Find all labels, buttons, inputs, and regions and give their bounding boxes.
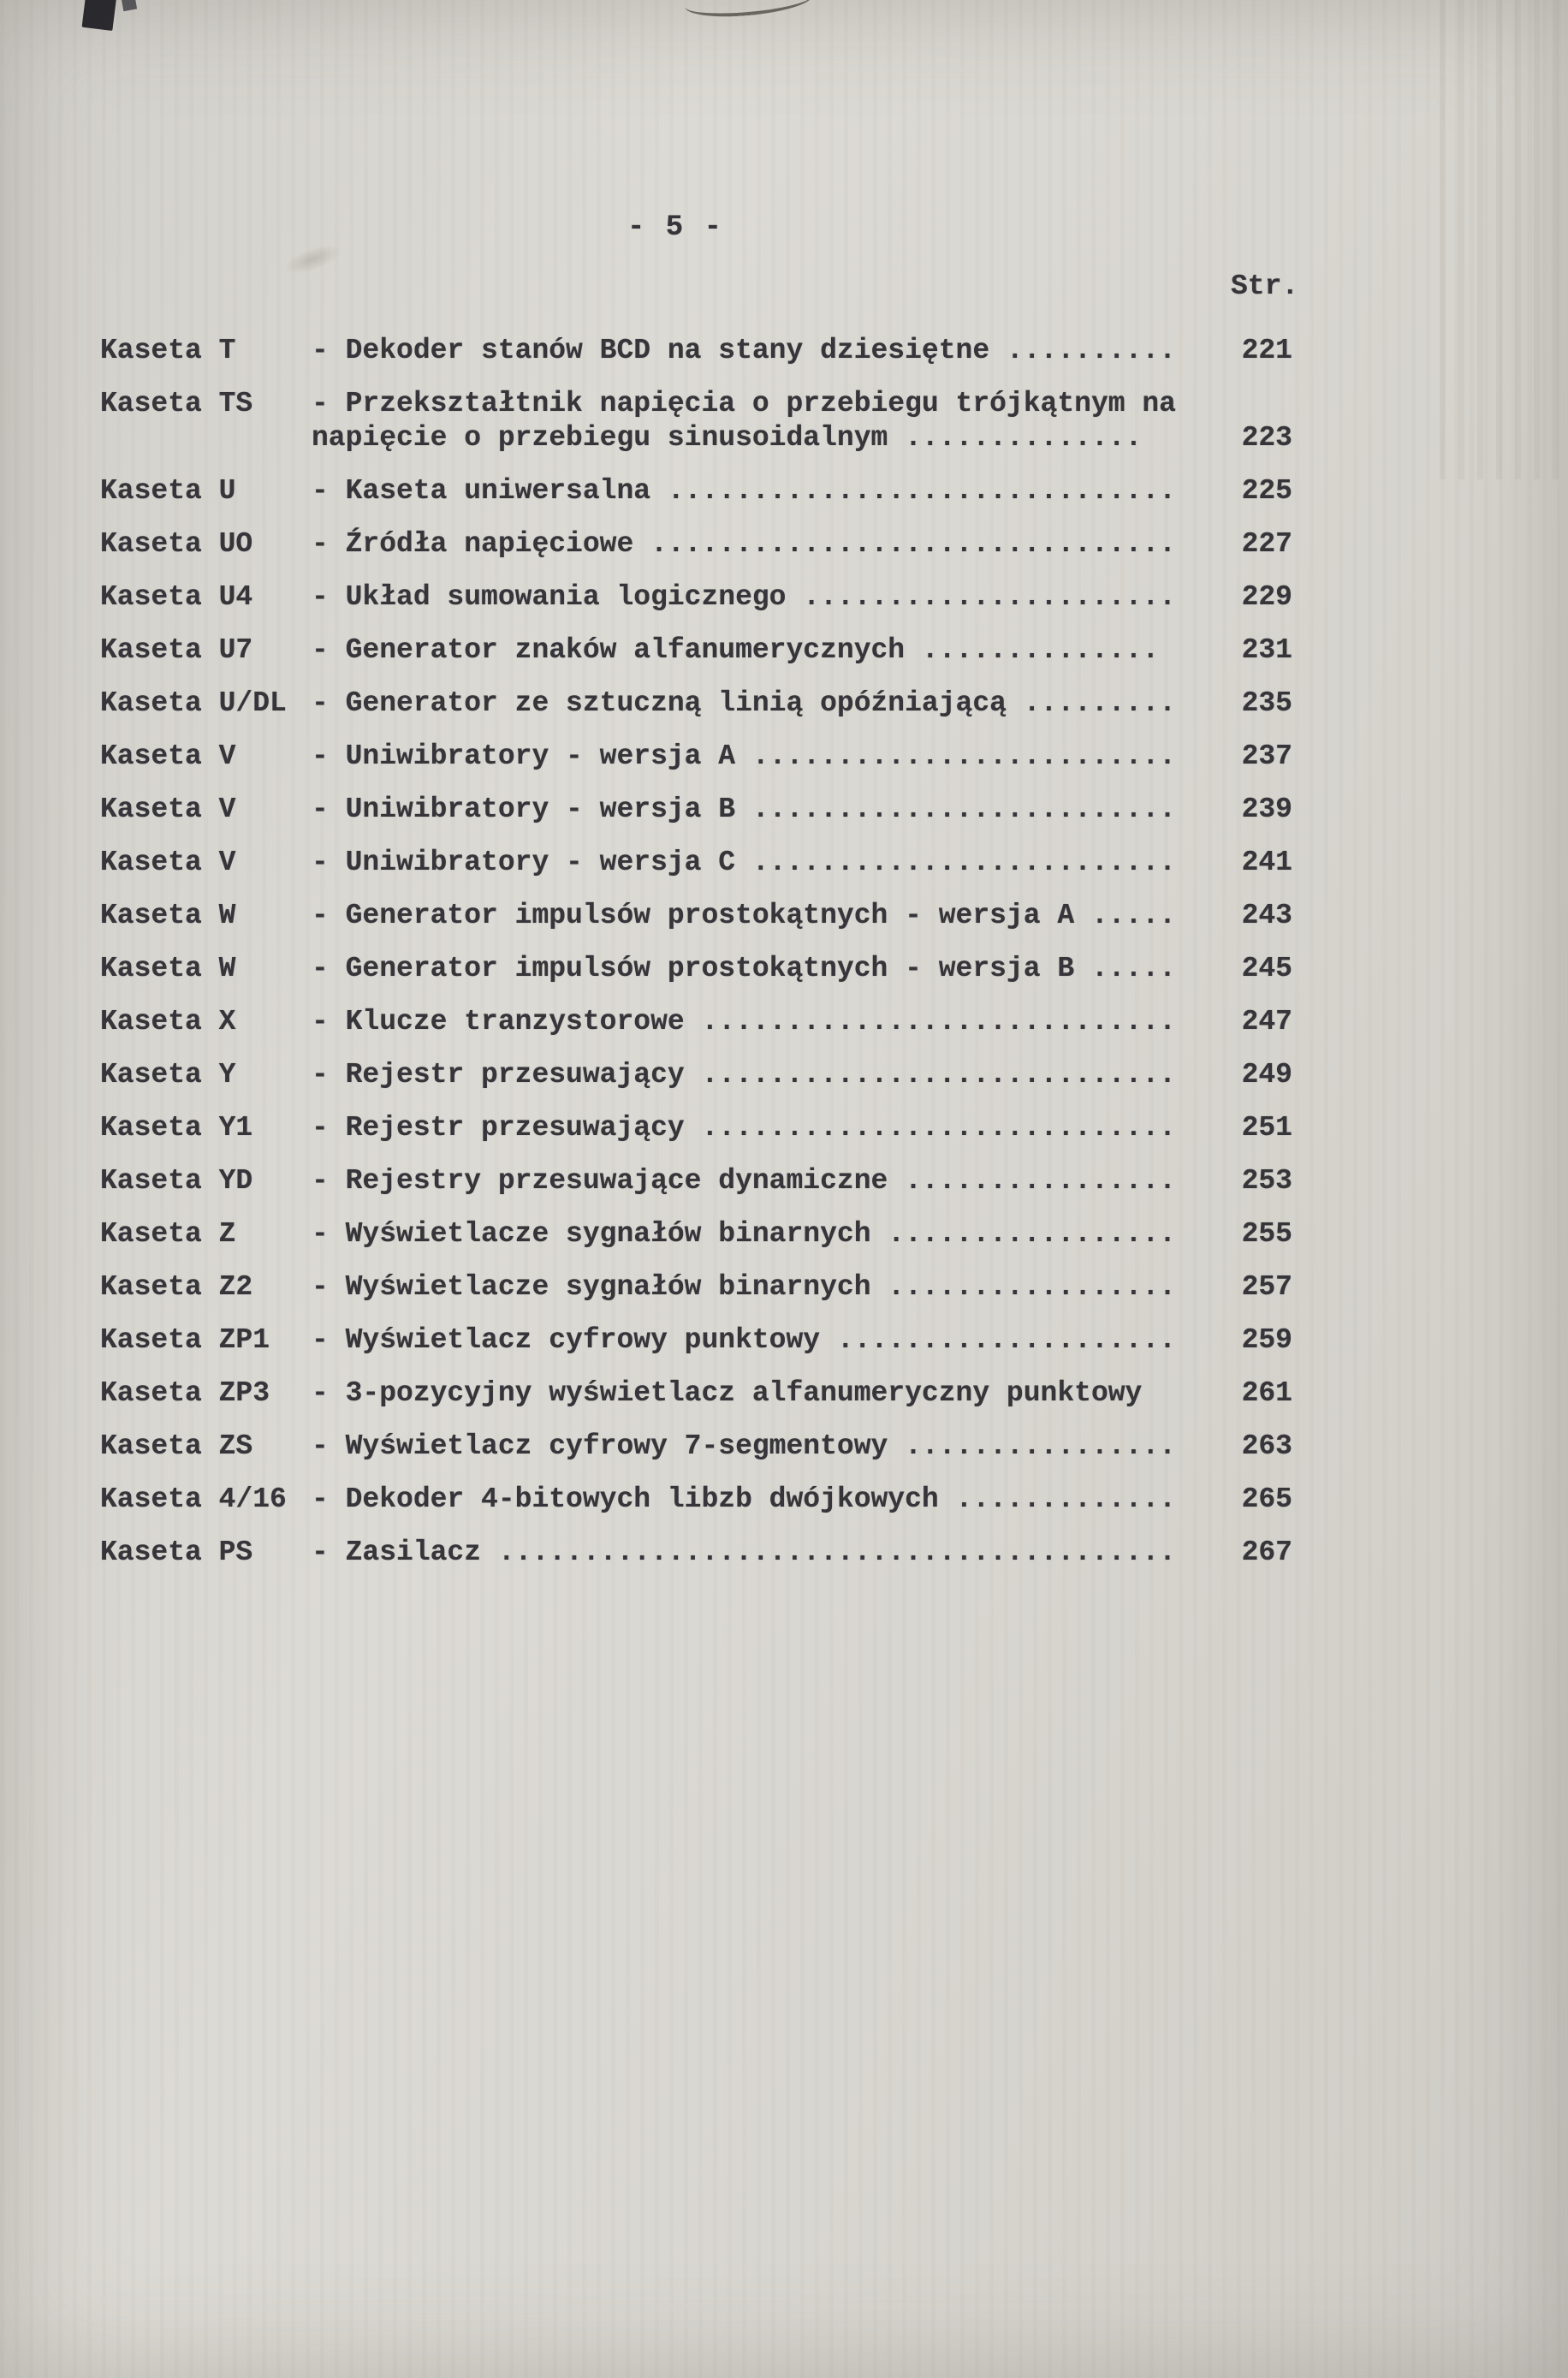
toc-entry-description: - Wyświetlacz cyfrowy 7-segmentowy ................ bbox=[312, 1430, 1176, 1462]
toc-entry-description: - Generator impulsów prostokątnych - wersja A ..... bbox=[312, 900, 1176, 931]
toc-entry-name: Kaseta Z bbox=[100, 1218, 236, 1250]
scan-artifact-corner-mark bbox=[82, 0, 117, 31]
toc-entry-page: 265 bbox=[1241, 1483, 1292, 1515]
toc-entry-description: - Rejestr przesuwający ............................ bbox=[312, 1059, 1176, 1091]
toc-entry-description: - Dekoder stanów BCD na stany dziesiętne .......... bbox=[312, 335, 1176, 366]
toc-entry-page: 237 bbox=[1241, 740, 1292, 772]
toc-row bbox=[100, 687, 1292, 721]
toc-entry-description: - Generator impulsów prostokątnych - wersja B ..... bbox=[312, 953, 1176, 984]
toc-entry-name: Kaseta ZP3 bbox=[100, 1377, 270, 1409]
toc-entry-description: - Wyświetlacze sygnałów binarnych ................. bbox=[312, 1218, 1176, 1250]
toc-entry-page: 261 bbox=[1241, 1377, 1292, 1409]
toc-entry-description: - Źródła napięciowe ............................... bbox=[312, 528, 1176, 560]
toc-entry-name: Kaseta U bbox=[100, 475, 236, 507]
toc-entry-name: Kaseta X bbox=[100, 1006, 236, 1037]
toc-entry-name: Kaseta V bbox=[100, 740, 236, 772]
toc-row bbox=[100, 1217, 1292, 1251]
toc-entry-name: Kaseta U/DL bbox=[100, 687, 287, 719]
toc-row bbox=[100, 527, 1292, 562]
toc-row bbox=[100, 580, 1292, 615]
toc-entry-page: 259 bbox=[1241, 1324, 1292, 1356]
toc-entry-name: Kaseta ZS bbox=[100, 1430, 253, 1462]
toc-entry-page: 263 bbox=[1241, 1430, 1292, 1462]
toc-entry-name: Kaseta V bbox=[100, 794, 236, 825]
toc-row bbox=[100, 846, 1292, 880]
toc-entry-description: - Generator znaków alfanumerycznych .............. bbox=[312, 634, 1160, 666]
toc-entry-description: - Dekoder 4-bitowych libzb dwójkowych ............. bbox=[312, 1483, 1176, 1515]
toc-entry-name: Kaseta Y1 bbox=[100, 1112, 253, 1144]
toc-entry-name: Kaseta W bbox=[100, 900, 236, 931]
toc-row bbox=[100, 1111, 1292, 1145]
toc-entry-name: Kaseta U4 bbox=[100, 581, 253, 613]
toc-row bbox=[100, 952, 1292, 986]
toc-row bbox=[100, 793, 1292, 827]
toc-entry-description: - Kaseta uniwersalna .............................. bbox=[312, 475, 1176, 507]
toc-entry-page: 257 bbox=[1241, 1271, 1292, 1303]
scan-artifact-streaks bbox=[1440, 0, 1568, 479]
toc-row bbox=[100, 1376, 1292, 1411]
toc-entry-page: 241 bbox=[1241, 847, 1292, 878]
toc-entry-page: 235 bbox=[1241, 687, 1292, 719]
toc-entry-description: - Rejestr przesuwający ............................ bbox=[312, 1112, 1176, 1144]
toc-entry-page: 243 bbox=[1241, 900, 1292, 931]
toc-list bbox=[100, 334, 1292, 1589]
page-column-header: Str. bbox=[1231, 270, 1299, 302]
toc-entry-page: 223 bbox=[1241, 422, 1292, 454]
toc-entry-description: - Generator ze sztuczną linią opóźniającą ......... bbox=[312, 687, 1176, 719]
toc-row bbox=[100, 1483, 1292, 1517]
toc-row bbox=[100, 1430, 1292, 1464]
toc-entry-page: 247 bbox=[1241, 1006, 1292, 1037]
toc-entry-description: - 3-pozycyjny wyświetlacz alfanumeryczny punktowy bbox=[312, 1377, 1143, 1409]
toc-entry-description: - Uniwibratory - wersja B ......................... bbox=[312, 794, 1176, 825]
toc-entry-name: Kaseta W bbox=[100, 953, 236, 984]
toc-entry-name: Kaseta V bbox=[100, 847, 236, 878]
toc-entry-description: - Przekształtnik napięcia o przebiegu trójkątnym na napięcie o przebiegu sinusoidalnym .............. bbox=[312, 388, 1176, 454]
scan-artifact-smudge bbox=[281, 239, 345, 280]
toc-entry-description: - Zasilacz ........................................ bbox=[312, 1537, 1176, 1568]
toc-entry-description: - Uniwibratory - wersja C ......................... bbox=[312, 847, 1176, 878]
toc-row bbox=[100, 387, 1292, 455]
toc-entry-page: 251 bbox=[1241, 1112, 1292, 1144]
toc-entry-page: 267 bbox=[1241, 1537, 1292, 1568]
toc-entry-description: - Klucze tranzystorowe ............................ bbox=[312, 1006, 1176, 1037]
toc-entry-page: 255 bbox=[1241, 1218, 1292, 1250]
toc-entry-page: 239 bbox=[1241, 794, 1292, 825]
toc-entry-name: Kaseta U7 bbox=[100, 634, 253, 666]
toc-row bbox=[100, 1058, 1292, 1092]
toc-entry-page: 249 bbox=[1241, 1059, 1292, 1091]
toc-entry-name: Kaseta T bbox=[100, 335, 236, 366]
toc-row bbox=[100, 1164, 1292, 1198]
toc-entry-description: - Wyświetlacze sygnałów binarnych ................. bbox=[312, 1271, 1176, 1303]
toc-entry-page: 231 bbox=[1241, 634, 1292, 666]
toc-entry-name: Kaseta 4/16 bbox=[100, 1483, 287, 1515]
toc-row bbox=[100, 633, 1292, 668]
toc-entry-name: Kaseta Z2 bbox=[100, 1271, 253, 1303]
toc-entry-name: Kaseta PS bbox=[100, 1537, 253, 1568]
toc-entry-name: Kaseta YD bbox=[100, 1165, 253, 1197]
toc-entry-page: 225 bbox=[1241, 475, 1292, 507]
scan-artifact-corner-mark-small bbox=[120, 0, 137, 11]
toc-entry-page: 229 bbox=[1241, 581, 1292, 613]
toc-row bbox=[100, 1536, 1292, 1570]
toc-entry-page: 253 bbox=[1241, 1165, 1292, 1197]
toc-entry-name: Kaseta Y bbox=[100, 1059, 236, 1091]
toc-entry-page: 227 bbox=[1241, 528, 1292, 560]
toc-row bbox=[100, 1270, 1292, 1305]
toc-entry-name: Kaseta UO bbox=[100, 528, 253, 560]
toc-row bbox=[100, 899, 1292, 933]
toc-row bbox=[100, 740, 1292, 774]
scan-artifact-hair-curve bbox=[684, 0, 814, 20]
toc-entry-name: Kaseta TS bbox=[100, 388, 253, 419]
toc-entry-description: - Uniwibratory - wersja A ......................... bbox=[312, 740, 1176, 772]
toc-row bbox=[100, 1005, 1292, 1039]
toc-entry-description: - Wyświetlacz cyfrowy punktowy .................... bbox=[312, 1324, 1176, 1356]
toc-row bbox=[100, 474, 1292, 508]
toc-entry-page: 245 bbox=[1241, 953, 1292, 984]
toc-row bbox=[100, 334, 1292, 368]
toc-entry-name: Kaseta ZP1 bbox=[100, 1324, 270, 1356]
toc-entry-page: 221 bbox=[1241, 335, 1292, 366]
page-number: - 5 - bbox=[627, 211, 724, 244]
toc-row bbox=[100, 1323, 1292, 1358]
toc-entry-description: - Układ sumowania logicznego ...................... bbox=[312, 581, 1176, 613]
toc-entry-description: - Rejestry przesuwające dynamiczne ................ bbox=[312, 1165, 1176, 1197]
